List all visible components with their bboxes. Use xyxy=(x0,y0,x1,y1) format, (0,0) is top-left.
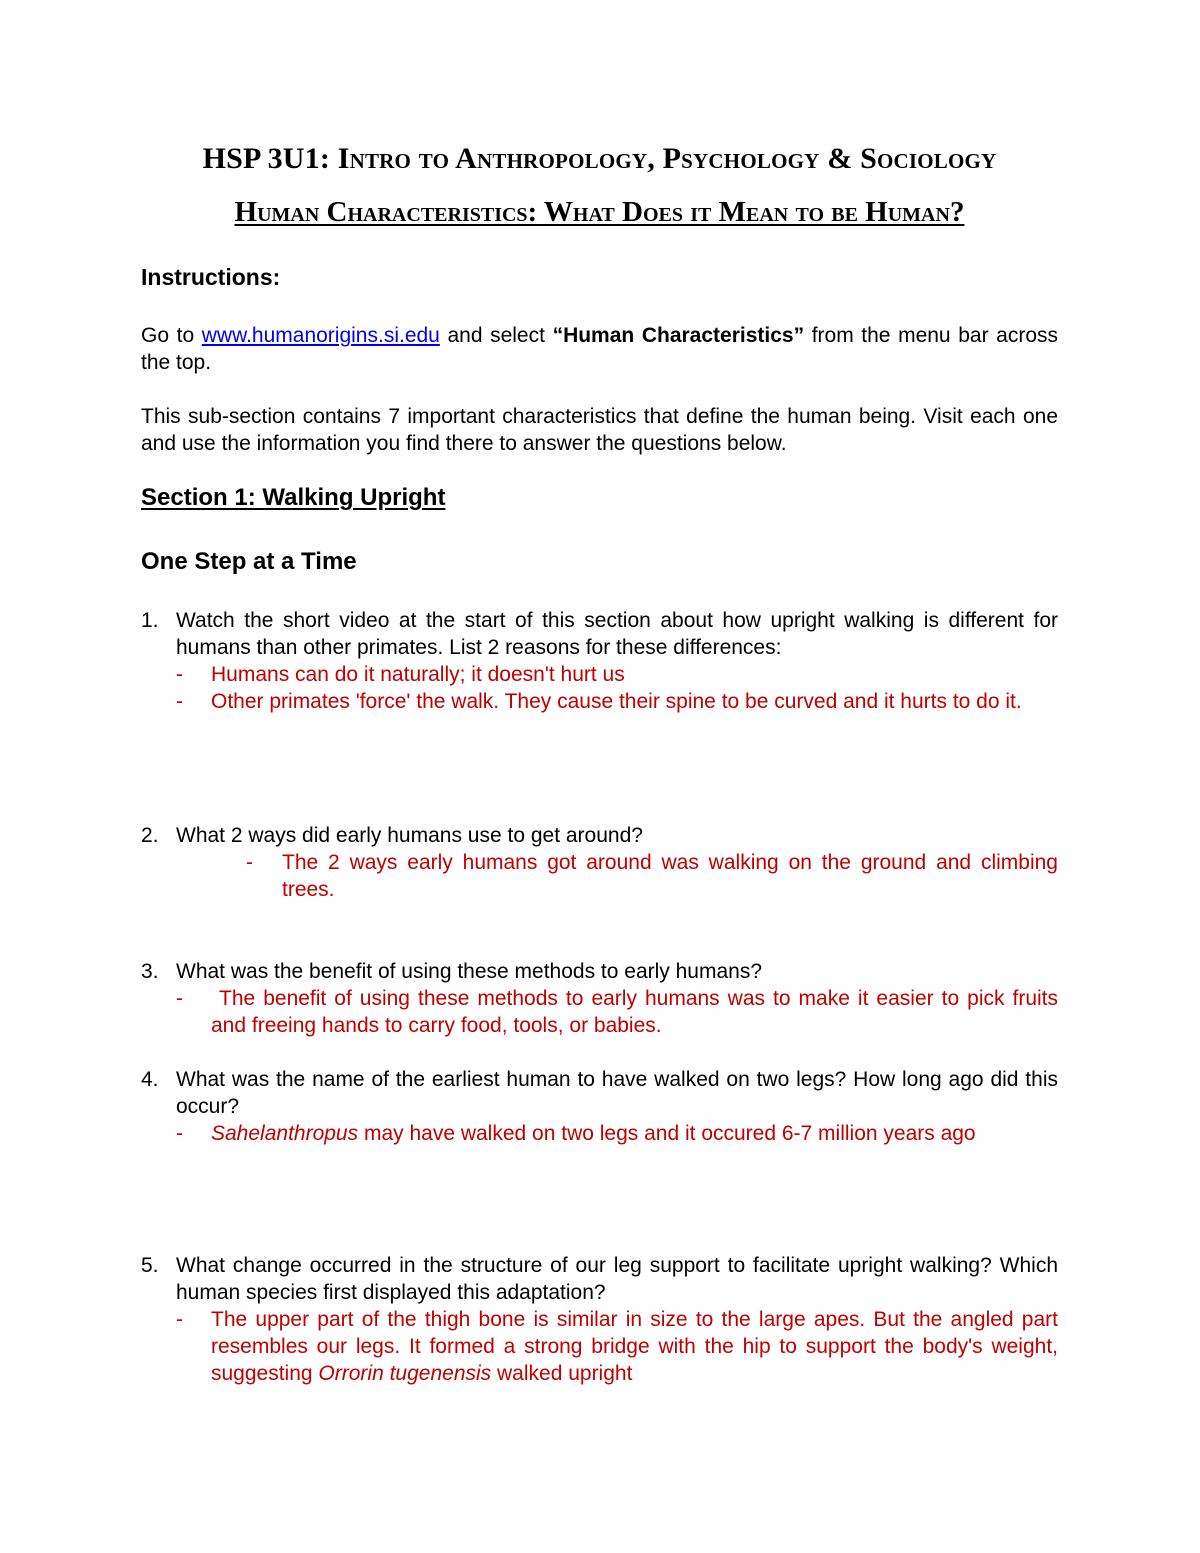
question-text: What was the name of the earliest human to have walked on two legs? How long ago did this occur? xyxy=(176,1068,1058,1118)
answer-text xyxy=(211,1120,1058,1147)
answer-item xyxy=(176,1120,1058,1147)
question-number: 5. xyxy=(141,1254,159,1277)
answer-dash: - xyxy=(176,1308,183,1331)
question-4 xyxy=(141,1066,1058,1147)
question-text: What change occurred in the structure of our leg support to facilitate upright walking? Which human species first displayed this adaptation? xyxy=(176,1254,1058,1304)
question-text: What was the benefit of using these methods to early humans? xyxy=(176,960,763,983)
answer-text: Humans can do it naturally; it doesn't hurt us xyxy=(211,663,625,686)
species-name: Orrorin tugenensis xyxy=(318,1362,492,1385)
answer-item xyxy=(176,1306,1058,1387)
answer-item xyxy=(176,688,1058,715)
question-5 xyxy=(141,1252,1058,1387)
answer-item xyxy=(176,661,1058,688)
course-title: HSP 3U1: Intro to Anthropology, Psychology & Sociology xyxy=(202,142,997,175)
answer-text-prefix: The upper part of the thigh bone is similar in size to the large apes. But the angled part resembles our legs. It formed a strong bridge with the hip to support the body's weight, suggesting xyxy=(211,1308,1058,1385)
question-number: 4. xyxy=(141,1068,159,1091)
species-name: Sahelanthropus xyxy=(211,1122,359,1145)
answer-item xyxy=(246,849,1058,903)
answer-text-suffix: walked upright xyxy=(491,1362,633,1385)
question-number: 2. xyxy=(141,824,159,847)
instructions-text-prefix: Go to xyxy=(141,324,202,347)
question-3 xyxy=(141,958,1064,1039)
question-text: Watch the short video at the start of this section about how upright walking is different for humans than other primates. List 2 reasons for these differences: xyxy=(176,609,1058,659)
question-number: 1. xyxy=(141,609,159,632)
question-number: 3. xyxy=(141,960,159,983)
question-1 xyxy=(141,607,1058,715)
answer-item xyxy=(176,985,1064,1039)
section-subtitle: One Step at a Time xyxy=(141,548,357,575)
answer-dash: - xyxy=(176,663,183,686)
answer-text: Other primates 'force' the walk. They cause their spine to be curved and it hurts to do it. xyxy=(211,690,1022,713)
question-2 xyxy=(141,822,1058,903)
instructions-paragraph-2: This sub-section contains 7 important characteristics that define the human being. Visit each one and use the information you find there to answer the questions below. xyxy=(141,405,1058,455)
instructions-text-middle: and select xyxy=(439,324,553,347)
answer-dash: - xyxy=(176,690,183,713)
instructions-heading: Instructions: xyxy=(141,264,281,290)
instructions-text-bold: “Human Characteristics” xyxy=(552,324,805,347)
instructions-text-suffix: from the menu bar across the top. xyxy=(141,324,1059,374)
humanorigins-link[interactable]: www.humanorigins.si.edu xyxy=(201,324,440,347)
question-text: What 2 ways did early humans use to get around? xyxy=(176,824,643,847)
answer-text-rest: may have walked on two legs and it occured 6-7 million years ago xyxy=(358,1122,976,1145)
instructions-paragraph-1 xyxy=(141,322,1058,376)
answer-text: The benefit of using these methods to early humans was to make it easier to pick fruits and freeing hands to carry food, tools, or babies. xyxy=(211,987,1064,1037)
answer-dash: - xyxy=(246,851,253,874)
answer-dash: - xyxy=(176,987,183,1010)
answer-text xyxy=(211,1306,1058,1387)
answer-dash: - xyxy=(176,1122,183,1145)
worksheet-title: Human Characteristics: What Does it Mean to be Human? xyxy=(234,196,965,228)
answer-text: The 2 ways early humans got around was walking on the ground and climbing trees. xyxy=(282,851,1058,901)
section-title: Section 1: Walking Upright xyxy=(141,484,446,511)
